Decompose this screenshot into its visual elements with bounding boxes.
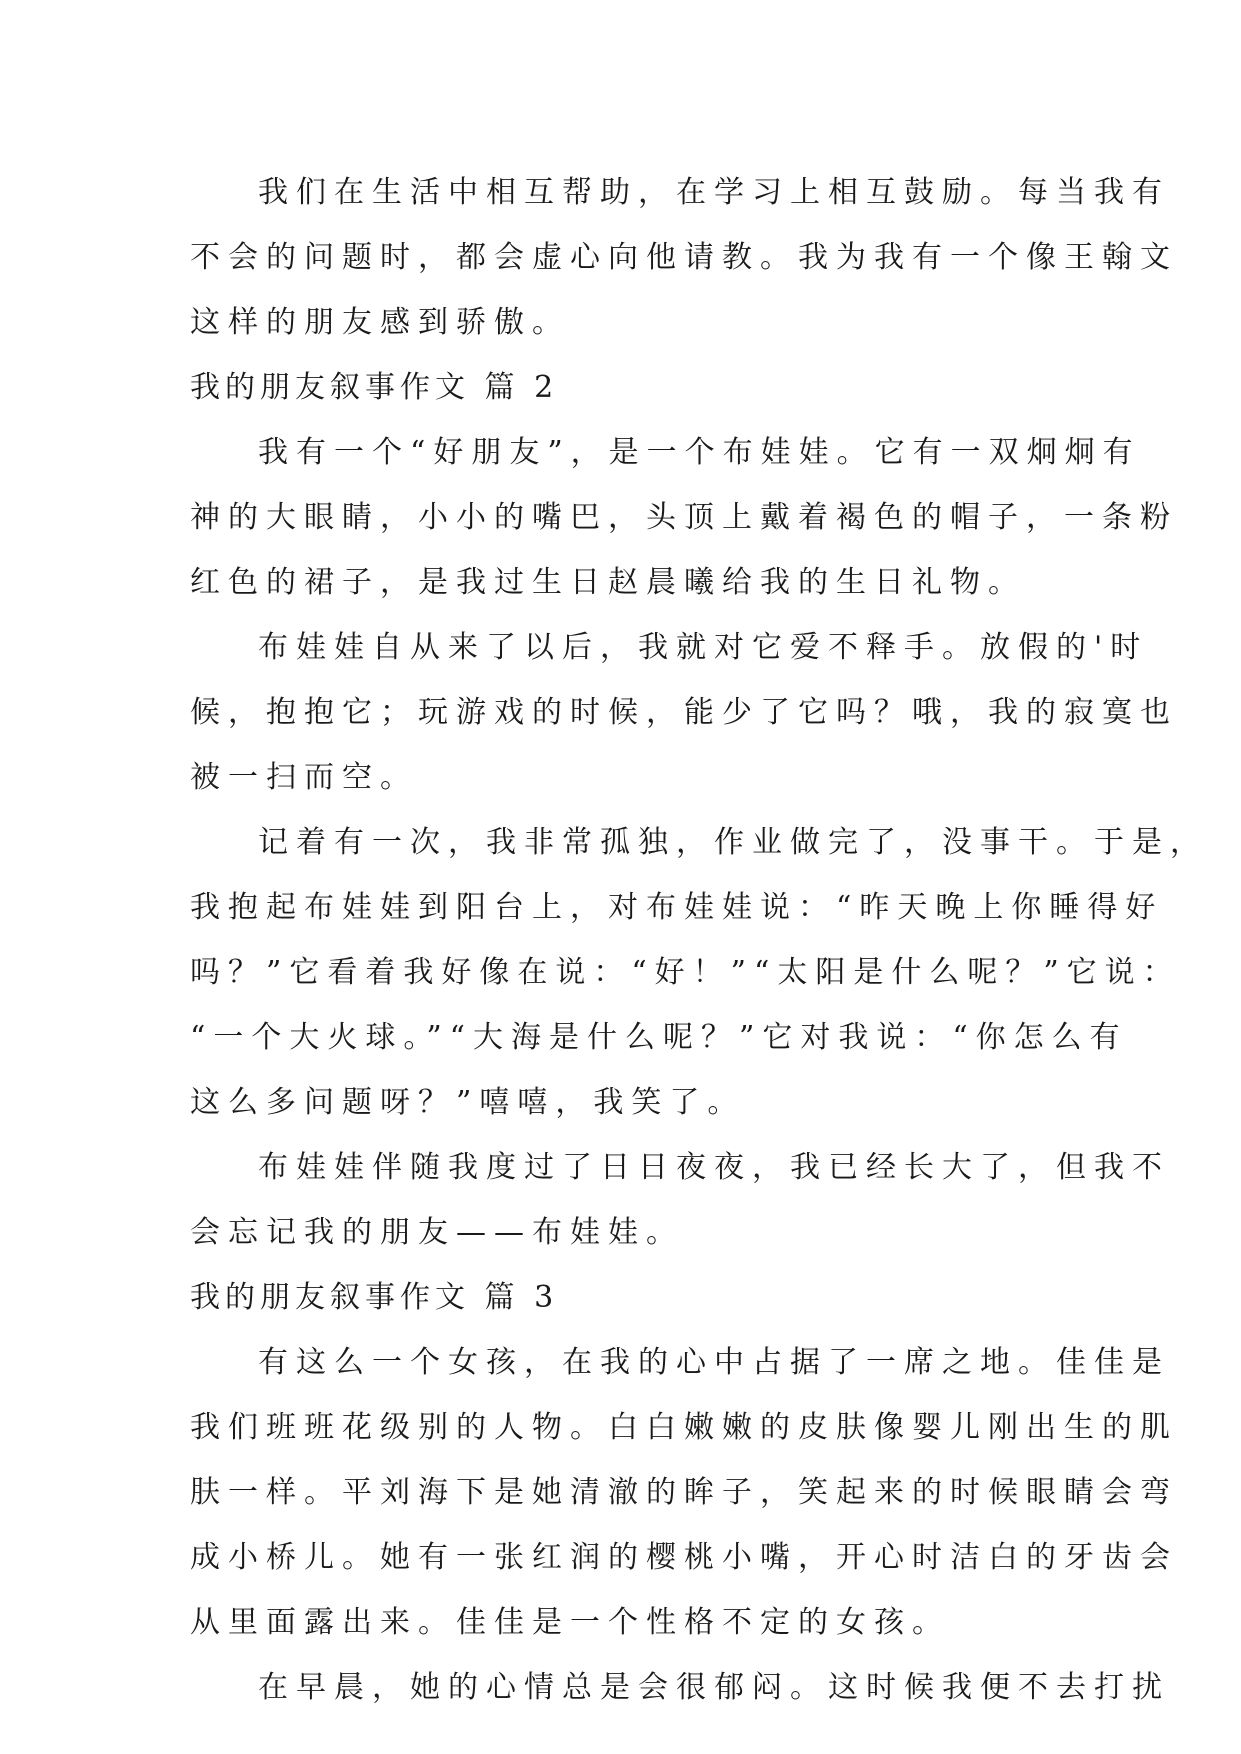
paragraph-line: 吗？”它看着我好像在说：“好！”“太阳是什么呢？”它说： bbox=[190, 955, 1181, 990]
paragraph-line: 成小桥儿。她有一张红润的樱桃小嘴，开心时洁白的牙齿会 bbox=[190, 1540, 1178, 1575]
paragraph-line: 肤一样。平刘海下是她清澈的眸子，笑起来的时候眼睛会弯 bbox=[190, 1475, 1178, 1510]
paragraph-line: 红色的裙子，是我过生日赵晨曦给我的生日礼物。 bbox=[190, 565, 1026, 600]
paragraph-line: 我抱起布娃娃到阳台上，对布娃娃说：“昨天晚上你睡得好 bbox=[190, 890, 1164, 925]
paragraph-line: “一个大火球。”“大海是什么呢？”它对我说：“你怎么有 bbox=[190, 1020, 1128, 1055]
paragraph-line: 布娃娃伴随我度过了日日夜夜，我已经长大了，但我不 bbox=[258, 1150, 1170, 1185]
section-heading: 我的朋友叙事作文 篇 2 bbox=[190, 370, 559, 405]
paragraph-line: 在早晨，她的心情总是会很郁闷。这时候我便不去打扰 bbox=[258, 1670, 1170, 1705]
section-heading: 我的朋友叙事作文 篇 3 bbox=[190, 1280, 559, 1315]
paragraph-line: 有这么一个女孩，在我的心中占据了一席之地。佳佳是 bbox=[258, 1345, 1170, 1380]
paragraph-line: 布娃娃自从来了以后，我就对它爱不释手。放假的'时 bbox=[258, 630, 1149, 665]
paragraph-line: 被一扫而空。 bbox=[190, 760, 418, 795]
paragraph-line: 这么多问题呀？”嘻嘻，我笑了。 bbox=[190, 1085, 746, 1120]
paragraph-line: 候，抱抱它；玩游戏的时候，能少了它吗？哦，我的寂寞也 bbox=[190, 695, 1178, 730]
paragraph-line: 我们在生活中相互帮助，在学习上相互鼓励。每当我有 bbox=[258, 175, 1170, 210]
paragraph-line: 从里面露出来。佳佳是一个性格不定的女孩。 bbox=[190, 1605, 950, 1640]
paragraph-line: 我们班班花级别的人物。白白嫩嫩的皮肤像婴儿刚出生的肌 bbox=[190, 1410, 1178, 1445]
paragraph-line: 会忘记我的朋友——布娃娃。 bbox=[190, 1215, 684, 1250]
paragraph-line: 这样的朋友感到骄傲。 bbox=[190, 305, 570, 340]
paragraph-line: 记着有一次，我非常孤独，作业做完了，没事干。于是， bbox=[258, 825, 1208, 860]
paragraph-line: 神的大眼睛，小小的嘴巴，头顶上戴着褐色的帽子，一条粉 bbox=[190, 500, 1178, 535]
paragraph-line: 不会的问题时，都会虚心向他请教。我为我有一个像王翰文 bbox=[190, 240, 1178, 275]
document-body bbox=[190, 160, 1208, 1720]
paragraph-line: 我有一个“好朋友”，是一个布娃娃。它有一双炯炯有 bbox=[258, 435, 1141, 470]
